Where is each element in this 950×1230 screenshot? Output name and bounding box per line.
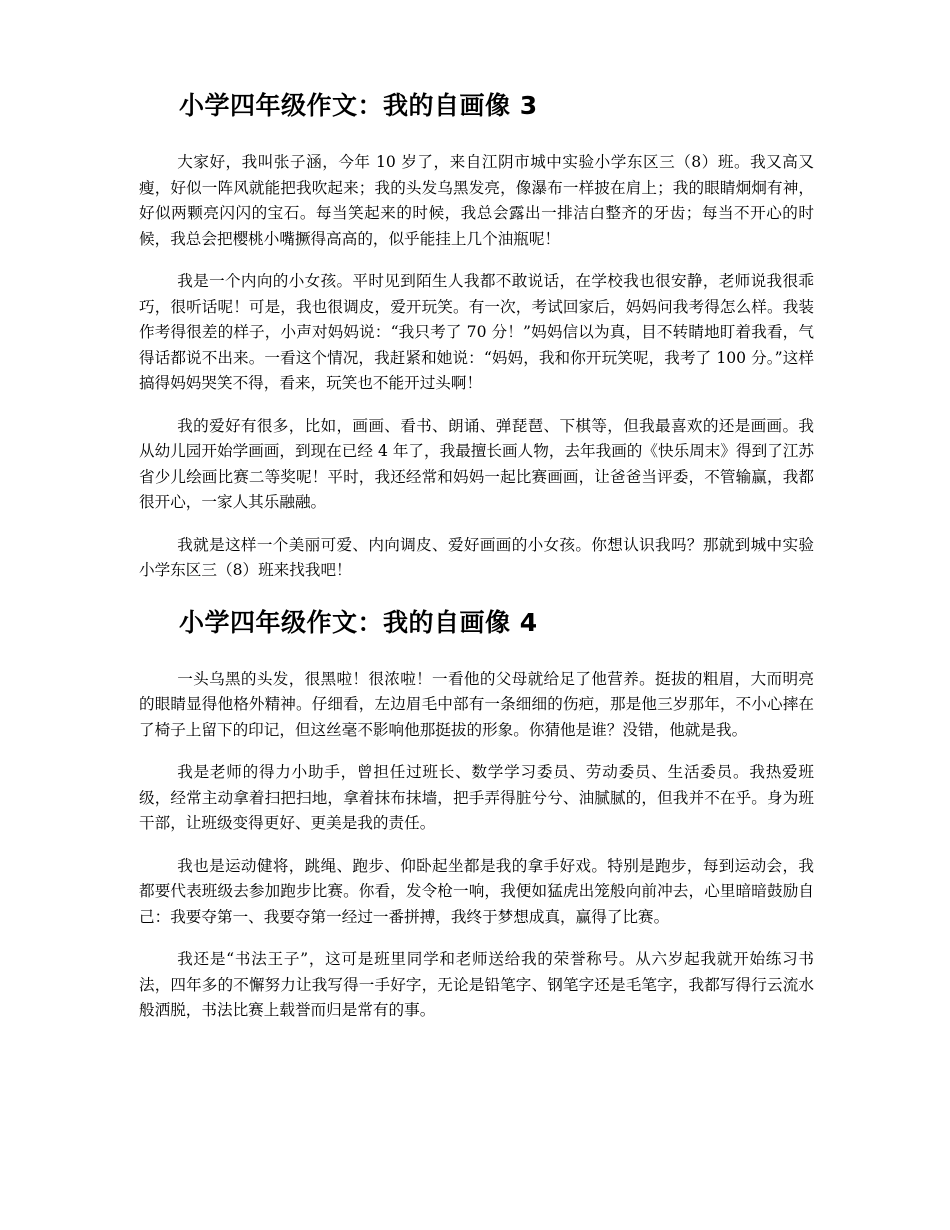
essay-title: 小学四年级作文：我的自画像 4	[179, 607, 538, 637]
essay-paragraph: 我就是这样一个美丽可爱、内向调皮、爱好画画的小女孩。你想认识我吗？那就到城中实验小学东区三（8）班来找我吧！	[139, 535, 814, 579]
essay-paragraph: 我的爱好有很多，比如，画画、看书、朗诵、弹琵琶、下棋等，但我最喜欢的还是画画。我从幼儿园开始学画画，到现在已经 4 年了，我最擅长画人物，去年我画的《快乐周末》得到了江苏省少儿绘画比赛二等奖呢！平时，我还经常和妈妈一起比赛画画，让爸爸当评委，不管输赢，我都很开心，一家人其乐融融。	[139, 416, 814, 511]
essay-section-3	[139, 84, 814, 584]
essay-paragraph: 我还是“书法王子”，这可是班里同学和老师送给我的荣誉称号。从六岁起我就开始练习书法，四年多的不懈努力让我写得一手好字，无论是铅笔字、钢笔字还是毛笔字，我都写得行云流水般洒脱，书法比赛上载誉而归是常有的事。	[139, 950, 814, 1019]
essay-paragraph: 我也是运动健将，跳绳、跑步、仰卧起坐都是我的拿手好戏。特别是跑步，每到运动会，我都要代表班级去参加跑步比赛。你看，发令枪一响，我便如猛虎出笼般向前冲去，心里暗暗鼓励自己：我要夺第一、我要夺第一经过一番拼搏，我终于梦想成真，赢得了比赛。	[139, 856, 814, 926]
document-page	[139, 84, 814, 1041]
essay-section-4	[139, 601, 814, 1024]
essay-paragraph: 一头乌黑的头发，很黑啦！很浓啦！一看他的父母就给足了他营养。挺拔的粗眉，大而明亮的眼睛显得他格外精神。仔细看，左边眉毛中部有一条细细的伤疤，那是他三岁那年，不小心摔在了椅子上留下的印记，但这丝毫不影响他那挺拔的形象。你猜他是谁？没错，他就是我。	[139, 669, 814, 739]
essay-paragraph: 我是老师的得力小助手，曾担任过班长、数学学习委员、劳动委员、生活委员。我热爱班级，经常主动拿着扫把扫地，拿着抹布抹墙，把手弄得脏兮兮、油腻腻的，但我并不在乎。身为班干部，让班级变得更好、更美是我的责任。	[139, 763, 814, 832]
essay-paragraph: 大家好，我叫张子涵，今年 10 岁了，来自江阴市城中实验小学东区三（8）班。我又高又瘦，好似一阵风就能把我吹起来；我的头发乌黑发亮，像瀑布一样披在肩上；我的眼睛炯炯有神，好似两颗亮闪闪的宝石。每当笑起来的时候，我总会露出一排洁白整齐的牙齿；每当不开心的时候，我总会把樱桃小嘴撅得高高的，似乎能挂上几个油瓶呢！	[139, 153, 814, 248]
essay-paragraph: 我是一个内向的小女孩。平时见到陌生人我都不敢说话，在学校我也很安静，老师说我很乖巧，很听话呢！可是，我也很调皮，爱开玩笑。有一次，考试回家后，妈妈问我考得怎么样。我装作考得很差的样子，小声对妈妈说：“我只考了 70 分！”妈妈信以为真，目不转睛地盯着我看，气得话都说不出来。一看这个情况，我赶紧和她说：“妈妈，我和你开玩笑呢，我考了 100 分。”这样搞得妈妈哭笑不得，看来，玩笑也不能开过头啊！	[139, 272, 814, 392]
essay-title: 小学四年级作文：我的自画像 3	[179, 91, 538, 120]
